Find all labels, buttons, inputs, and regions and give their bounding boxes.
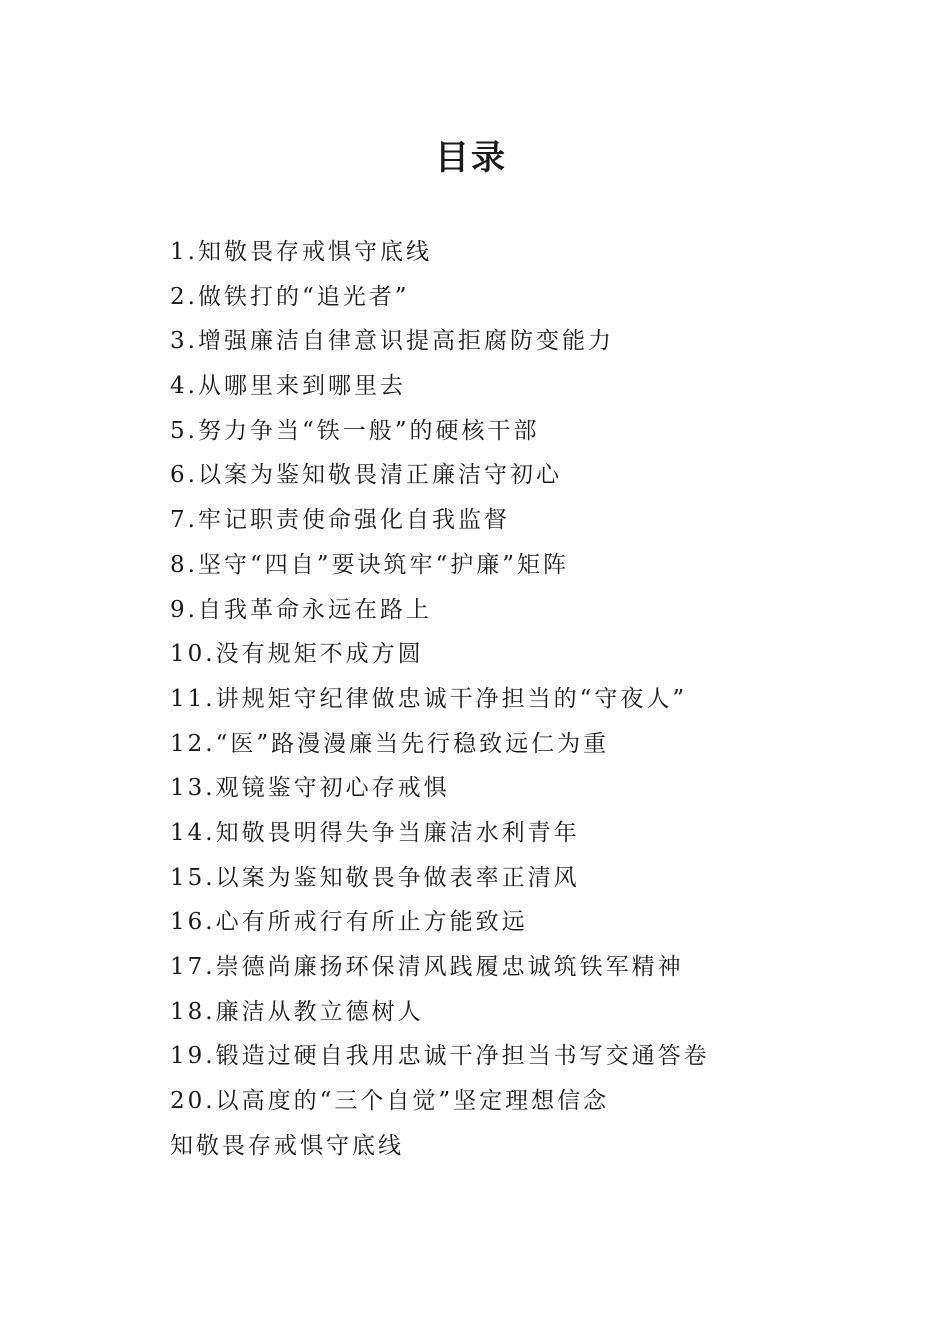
section-heading: 知敬畏存戒惧守底线 bbox=[170, 1133, 404, 1159]
toc-item: 14.知敬畏明得失争当廉洁水利青年 bbox=[170, 819, 580, 846]
toc-item: 13.观镜鉴守初心存戒惧 bbox=[170, 775, 450, 802]
toc-item: 6.以案为鉴知敬畏清正廉洁守初心 bbox=[170, 462, 562, 489]
toc-item: 5.努力争当“铁一般”的硬核干部 bbox=[170, 417, 540, 444]
toc-item: 3.增强廉洁自律意识提高拒腐防变能力 bbox=[170, 328, 614, 355]
toc-item: 20.以高度的“三个自觉”坚定理想信念 bbox=[170, 1088, 610, 1115]
toc-item: 12.“医”路漫漫廉当先行稳致远仁为重 bbox=[170, 730, 610, 757]
page-title: 目录 bbox=[435, 138, 507, 178]
toc-item: 18.廉洁从教立德树人 bbox=[170, 998, 424, 1025]
toc-item: 10.没有规矩不成方圆 bbox=[170, 641, 424, 668]
toc-item: 8.坚守“四自”要诀筑牢“护廉”矩阵 bbox=[170, 551, 569, 578]
toc-item: 16.心有所戒行有所止方能致远 bbox=[170, 909, 528, 936]
toc-item: 7.牢记职责使命强化自我监督 bbox=[170, 507, 510, 534]
toc-item: 17.崇德尚廉扬环保清风践履忠诚筑铁军精神 bbox=[170, 954, 684, 980]
toc-item: 2.做铁打的“追光者” bbox=[170, 283, 410, 310]
toc-item: 1.知敬畏存戒惧守底线 bbox=[170, 239, 432, 265]
toc-item: 4.从哪里来到哪里去 bbox=[170, 373, 406, 400]
toc-item: 15.以案为鉴知敬畏争做表率正清风 bbox=[170, 864, 580, 891]
toc-item: 11.讲规矩守纪律做忠诚干净担当的“守夜人” bbox=[170, 685, 688, 712]
toc-item: 19.锻造过硬自我用忠诚干净担当书写交通答卷 bbox=[170, 1043, 710, 1070]
table-of-contents bbox=[170, 230, 710, 1124]
toc-item: 9.自我革命永远在路上 bbox=[170, 596, 432, 623]
